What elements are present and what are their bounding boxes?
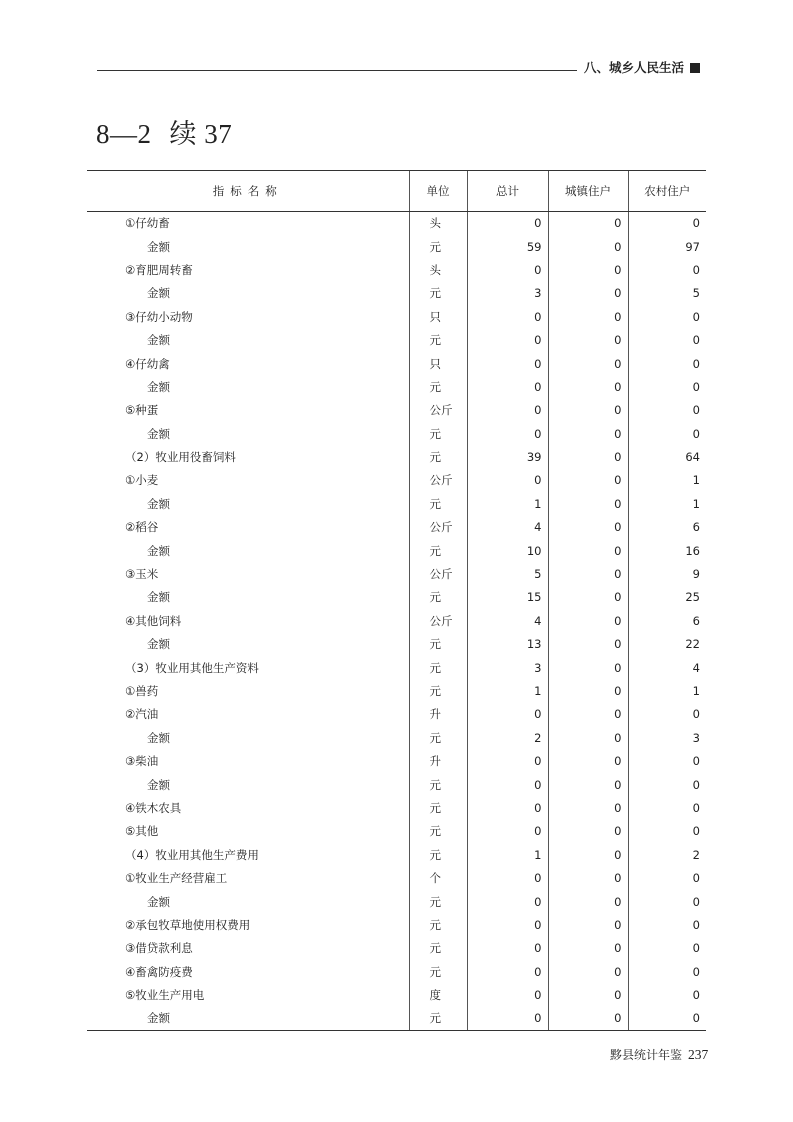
unit-cell: 元 (409, 539, 467, 562)
unit-cell: 公斤 (409, 469, 467, 492)
urban-cell: 0 (548, 235, 628, 258)
unit-cell: 公斤 (409, 516, 467, 539)
indicator-name-cell: ①牧业生产经营雇工 (125, 871, 228, 886)
rural-cell: 0 (628, 375, 706, 398)
unit-cell: 只 (409, 352, 467, 375)
total-cell: 0 (467, 749, 548, 772)
book-title: 黟县统计年鉴 (610, 1048, 683, 1062)
rural-cell: 0 (628, 328, 706, 351)
total-cell: 0 (467, 399, 548, 422)
urban-cell: 0 (548, 890, 628, 913)
urban-cell: 0 (548, 305, 628, 328)
urban-cell: 0 (548, 913, 628, 936)
unit-cell: 元 (409, 937, 467, 960)
table-row (87, 820, 706, 843)
total-cell: 39 (467, 445, 548, 468)
rural-cell: 0 (628, 703, 706, 726)
table-row (87, 492, 706, 515)
table-row (87, 703, 706, 726)
rural-cell: 4 (628, 656, 706, 679)
unit-cell: 元 (409, 235, 467, 258)
rural-cell: 5 (628, 282, 706, 305)
total-cell: 0 (467, 983, 548, 1006)
unit-cell: 元 (409, 726, 467, 749)
rural-cell: 3 (628, 726, 706, 749)
table-row (87, 866, 706, 889)
unit-cell: 元 (409, 960, 467, 983)
rural-cell: 0 (628, 866, 706, 889)
rural-cell: 22 (628, 633, 706, 656)
unit-cell: 个 (409, 866, 467, 889)
column-header-unit: 单位 (409, 171, 467, 212)
unit-cell: 元 (409, 445, 467, 468)
rural-cell: 16 (628, 539, 706, 562)
table-row (87, 773, 706, 796)
rural-cell: 0 (628, 773, 706, 796)
total-cell: 0 (467, 796, 548, 819)
urban-cell: 0 (548, 469, 628, 492)
table-continuation: 续 37 (169, 119, 233, 149)
rural-cell: 0 (628, 399, 706, 422)
indicator-name-cell: 金额 (87, 1007, 409, 1030)
table-row (87, 749, 706, 772)
table-row (87, 679, 706, 702)
header-rule (97, 70, 577, 71)
rural-cell: 0 (628, 960, 706, 983)
urban-cell: 0 (548, 866, 628, 889)
square-marker-icon (690, 63, 700, 73)
table-row (87, 937, 706, 960)
table-row (87, 305, 706, 328)
table-title (96, 112, 232, 151)
total-cell: 15 (467, 586, 548, 609)
total-cell: 0 (467, 960, 548, 983)
rural-cell: 1 (628, 469, 706, 492)
table-row (87, 796, 706, 819)
indicator-name-cell: ②稻谷 (125, 520, 159, 535)
urban-cell: 0 (548, 282, 628, 305)
total-cell: 1 (467, 679, 548, 702)
unit-cell: 公斤 (409, 399, 467, 422)
urban-cell: 0 (548, 820, 628, 843)
total-cell: 0 (467, 258, 548, 281)
indicator-name-cell: ④铁木农具 (125, 800, 182, 815)
table-row (87, 633, 706, 656)
urban-cell: 0 (548, 796, 628, 819)
rural-cell: 6 (628, 609, 706, 632)
rural-cell: 97 (628, 235, 706, 258)
total-cell: 0 (467, 1007, 548, 1030)
column-header-rural: 农村住户 (628, 171, 706, 212)
column-header-total: 总计 (467, 171, 548, 212)
rural-cell: 1 (628, 679, 706, 702)
total-cell: 0 (467, 703, 548, 726)
table-row (87, 1007, 706, 1030)
total-cell: 0 (467, 773, 548, 796)
indicator-name-cell: 金额 (147, 730, 170, 745)
table-row (87, 656, 706, 679)
table-row (87, 352, 706, 375)
table-header-row (87, 171, 706, 212)
indicator-name-cell: ③柴油 (125, 754, 159, 769)
table-row (87, 913, 706, 936)
urban-cell: 0 (548, 633, 628, 656)
unit-cell: 头 (409, 258, 467, 281)
indicator-name-cell: ①兽药 (125, 684, 159, 698)
table-row (87, 960, 706, 983)
rural-cell: 25 (628, 586, 706, 609)
urban-cell: 0 (548, 1007, 628, 1030)
indicator-name-cell: 金额 (147, 894, 170, 909)
unit-cell: 元 (409, 633, 467, 656)
urban-cell: 0 (548, 562, 628, 585)
table-row (87, 422, 706, 445)
indicator-name-cell: 金额 (147, 239, 170, 254)
table-row (87, 983, 706, 1006)
indicator-name-cell: ⑤牧业生产用电 (125, 988, 205, 1003)
rural-cell: 1 (628, 492, 706, 515)
urban-cell: 0 (548, 749, 628, 772)
unit-cell: 度 (409, 983, 467, 1006)
table-row (87, 890, 706, 913)
unit-cell: 元 (409, 913, 467, 936)
urban-cell: 0 (548, 773, 628, 796)
table-row (87, 516, 706, 539)
unit-cell: 元 (409, 773, 467, 796)
total-cell: 0 (467, 890, 548, 913)
table-row (87, 539, 706, 562)
indicator-name-cell: （4）牧业用其他生产费用 (125, 847, 259, 862)
indicator-name-cell: ④其他饲料 (125, 613, 182, 628)
total-cell: 0 (467, 375, 548, 398)
urban-cell: 0 (548, 258, 628, 281)
unit-cell: 元 (409, 282, 467, 305)
unit-cell: 公斤 (409, 562, 467, 585)
rural-cell: 0 (628, 258, 706, 281)
unit-cell: 头 (409, 212, 467, 235)
rural-cell: 0 (628, 937, 706, 960)
total-cell: 0 (467, 305, 548, 328)
unit-cell: 元 (409, 890, 467, 913)
total-cell: 13 (467, 633, 548, 656)
indicator-name-cell: 金额 (147, 590, 170, 605)
rural-cell: 0 (628, 422, 706, 445)
indicator-name-cell: ⑤种蛋 (125, 403, 159, 418)
rural-cell: 64 (628, 445, 706, 468)
unit-cell: 公斤 (409, 609, 467, 632)
page-footer (610, 1046, 708, 1063)
rural-cell: 0 (628, 1007, 706, 1030)
rural-cell: 9 (628, 562, 706, 585)
urban-cell: 0 (548, 960, 628, 983)
unit-cell: 元 (409, 796, 467, 819)
rural-cell: 6 (628, 516, 706, 539)
unit-cell: 升 (409, 703, 467, 726)
rural-cell: 0 (628, 820, 706, 843)
table-row (87, 212, 706, 235)
urban-cell: 0 (548, 212, 628, 235)
indicator-name-cell: 金额 (147, 426, 170, 441)
table-row (87, 235, 706, 258)
indicator-name-cell: 金额 (147, 543, 170, 558)
statistics-table (87, 170, 706, 1031)
urban-cell: 0 (548, 983, 628, 1006)
total-cell: 59 (467, 235, 548, 258)
urban-cell: 0 (548, 399, 628, 422)
column-header-name: 指标名称 (87, 171, 409, 212)
total-cell: 0 (467, 937, 548, 960)
indicator-name-cell: 金额 (147, 777, 170, 792)
unit-cell: 元 (409, 679, 467, 702)
indicator-name-cell: 金额 (147, 379, 170, 394)
indicator-name-cell: 金额 (147, 333, 170, 348)
urban-cell: 0 (548, 328, 628, 351)
table-row (87, 258, 706, 281)
indicator-name-cell: ③借贷款利息 (125, 941, 193, 956)
indicator-name-cell: ①仔幼畜 (125, 216, 170, 231)
indicator-name-cell: ①小麦 (125, 473, 159, 488)
table-row (87, 282, 706, 305)
table-body (87, 212, 706, 1031)
table-row (87, 328, 706, 351)
total-cell: 4 (467, 516, 548, 539)
running-header (584, 58, 700, 76)
total-cell: 0 (467, 866, 548, 889)
table-row (87, 445, 706, 468)
urban-cell: 0 (548, 586, 628, 609)
indicator-name-cell: ②承包牧草地使用权费用 (125, 917, 251, 932)
total-cell: 0 (467, 913, 548, 936)
total-cell: 0 (467, 212, 548, 235)
total-cell: 0 (467, 352, 548, 375)
total-cell: 2 (467, 726, 548, 749)
total-cell: 1 (467, 843, 548, 866)
total-cell: 3 (467, 656, 548, 679)
table-row (87, 469, 706, 492)
rural-cell: 0 (628, 352, 706, 375)
indicator-name-cell: ②育肥周转畜 (125, 262, 193, 277)
urban-cell: 0 (548, 656, 628, 679)
unit-cell: 元 (409, 328, 467, 351)
table-row (87, 562, 706, 585)
indicator-name-cell: 金额 (147, 637, 170, 652)
unit-cell: 升 (409, 749, 467, 772)
total-cell: 0 (467, 422, 548, 445)
unit-cell: 元 (409, 1007, 467, 1030)
urban-cell: 0 (548, 937, 628, 960)
section-title: 八、城乡人民生活 (584, 60, 685, 75)
table-row (87, 843, 706, 866)
urban-cell: 0 (548, 422, 628, 445)
total-cell: 4 (467, 609, 548, 632)
urban-cell: 0 (548, 539, 628, 562)
urban-cell: 0 (548, 609, 628, 632)
urban-cell: 0 (548, 703, 628, 726)
urban-cell: 0 (548, 516, 628, 539)
unit-cell: 元 (409, 820, 467, 843)
total-cell: 5 (467, 562, 548, 585)
urban-cell: 0 (548, 375, 628, 398)
unit-cell: 元 (409, 375, 467, 398)
unit-cell: 元 (409, 656, 467, 679)
page-number: 237 (688, 1047, 709, 1062)
total-cell: 1 (467, 492, 548, 515)
rural-cell: 2 (628, 843, 706, 866)
indicator-name-cell: ②汽油 (125, 707, 159, 722)
indicator-name-cell: 金额 (147, 496, 170, 511)
unit-cell: 元 (409, 492, 467, 515)
urban-cell: 0 (548, 843, 628, 866)
table-row (87, 586, 706, 609)
unit-cell: 只 (409, 305, 467, 328)
urban-cell: 0 (548, 352, 628, 375)
table-row (87, 375, 706, 398)
total-cell: 0 (467, 328, 548, 351)
unit-cell: 元 (409, 422, 467, 445)
total-cell: 0 (467, 820, 548, 843)
urban-cell: 0 (548, 726, 628, 749)
unit-cell: 元 (409, 843, 467, 866)
indicator-name-cell: ③玉米 (125, 567, 159, 582)
table-row (87, 399, 706, 422)
table-row (87, 609, 706, 632)
indicator-name-cell: （2）牧业用役畜饲料 (125, 450, 236, 465)
table-row (87, 726, 706, 749)
urban-cell: 0 (548, 679, 628, 702)
indicator-name-cell: 金额 (147, 286, 170, 301)
rural-cell: 0 (628, 796, 706, 819)
total-cell: 10 (467, 539, 548, 562)
rural-cell: 0 (628, 749, 706, 772)
total-cell: 3 (467, 282, 548, 305)
rural-cell: 0 (628, 983, 706, 1006)
indicator-name-cell: ⑤其他 (125, 824, 159, 839)
total-cell: 0 (467, 469, 548, 492)
indicator-name-cell: ③仔幼小动物 (125, 309, 193, 324)
unit-cell: 元 (409, 586, 467, 609)
rural-cell: 0 (628, 913, 706, 936)
urban-cell: 0 (548, 492, 628, 515)
rural-cell: 0 (628, 890, 706, 913)
indicator-name-cell: ④畜禽防疫费 (125, 964, 193, 979)
indicator-name-cell: ④仔幼禽 (125, 356, 170, 371)
table-code: 8—2 (96, 119, 152, 149)
rural-cell: 0 (628, 212, 706, 235)
rural-cell: 0 (628, 305, 706, 328)
column-header-urban: 城镇住户 (548, 171, 628, 212)
indicator-name-cell: （3）牧业用其他生产资料 (125, 660, 259, 675)
urban-cell: 0 (548, 445, 628, 468)
